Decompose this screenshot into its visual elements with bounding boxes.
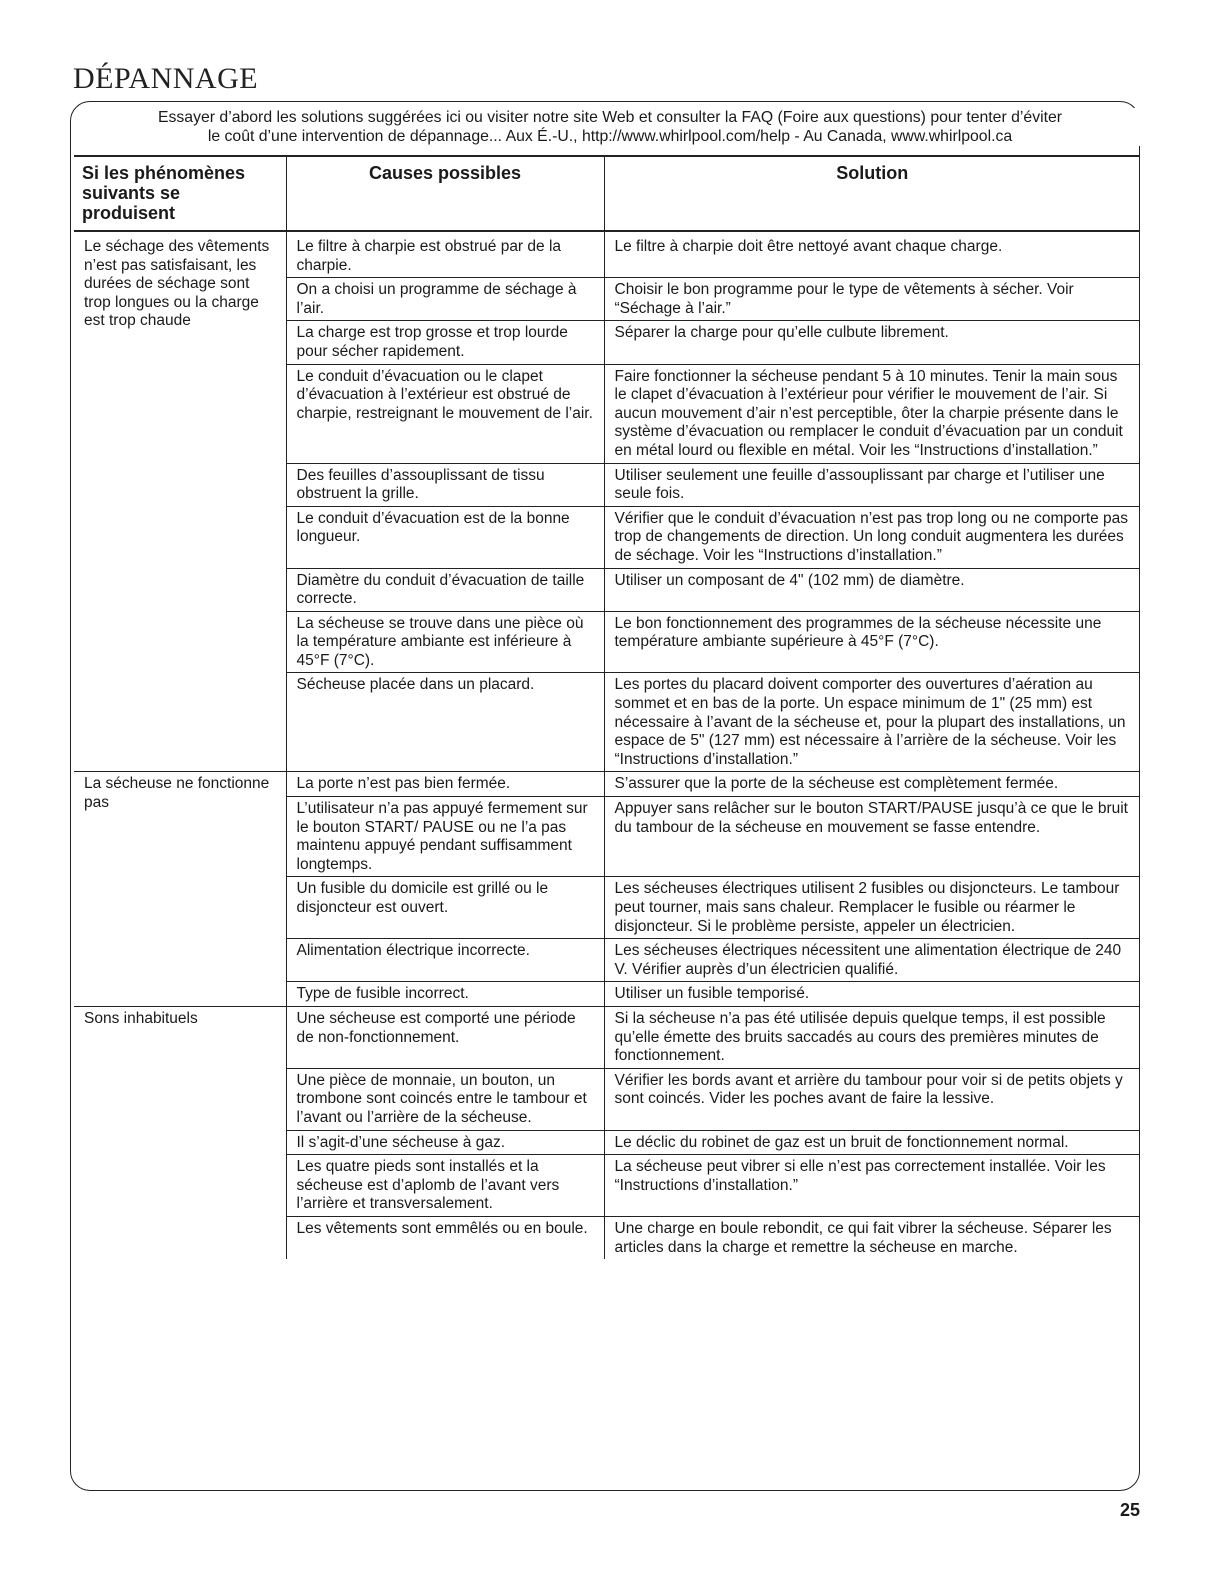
- table-row: [74, 772, 1140, 797]
- solution-cell: Vérifier les bords avant et arrière du tambour pour voir si de petits objets y sont coincés. Vider les poches avant de faire la lessive.: [604, 1068, 1140, 1130]
- symptom-cell: Sons inhabituels: [74, 1006, 286, 1259]
- cause-cell: L’utilisateur n’a pas appuyé fermement sur le bouton START/ PAUSE ou ne l’a pas maintenu appuyé pendant suffisamment longtemps.: [286, 797, 604, 877]
- cause-cell: La charge est trop grosse et trop lourde pour sécher rapidement.: [286, 321, 604, 364]
- solution-cell: Le bon fonctionnement des programmes de la sécheuse nécessite une température ambiante supérieure à 45°F (7°C).: [604, 611, 1140, 673]
- solution-cell: Le déclic du robinet de gaz est un bruit de fonctionnement normal.: [604, 1130, 1140, 1155]
- intro-line-1: Essayer d’abord les solutions suggérées ici ou visiter notre site Web et consulter la FAQ (Foire aux questions) pour tenter d’éviter: [157, 109, 1063, 126]
- symptom-cell: La sécheuse ne fonctionne pas: [74, 772, 286, 1007]
- table-row: [74, 231, 1140, 278]
- cause-cell: Le conduit d’évacuation est de la bonne longueur.: [286, 506, 604, 568]
- solution-cell: Les sécheuses électriques utilisent 2 fusibles ou disjoncteurs. Le tambour peut tourner, mais sans chaleur. Remplacer le fusible ou réarmer le disjoncteur. Si le problème persiste, appeler un électricien.: [604, 877, 1140, 939]
- cause-cell: La sécheuse se trouve dans une pièce où la température ambiante est inférieure à 45°F (7°C).: [286, 611, 604, 673]
- solution-cell: Utiliser un fusible temporisé.: [604, 982, 1140, 1007]
- solution-cell: Utiliser seulement une feuille d’assouplissant par charge et l’utiliser une seule fois.: [604, 463, 1140, 506]
- page-title: DÉPANNAGE: [73, 62, 259, 95]
- intro-text: [80, 108, 1140, 146]
- table-header-row: [74, 156, 1140, 231]
- solution-cell: Vérifier que le conduit d’évacuation n’est pas trop long ou ne comporte pas trop de changements de direction. Un long conduit augmentera les durées de séchage. Voir les “Instructions d’installation.”: [604, 506, 1140, 568]
- cause-cell: On a choisi un programme de séchage à l’air.: [286, 278, 604, 321]
- cause-cell: La porte n’est pas bien fermée.: [286, 772, 604, 797]
- solution-cell: Faire fonctionner la sécheuse pendant 5 à 10 minutes. Tenir la main sous le clapet d’évacuation à l’extérieur pour vérifier le mouvement de l’air. Si aucun mouvement d’air n’est perceptible, ôter la charpie présente dans le système d’évacuation ou remplacer le conduit d’évacuation par un conduit en métal lourd ou flexible en métal. Voir les “Instructions d’installation.”: [604, 364, 1140, 463]
- solution-cell: S’assurer que la porte de la sécheuse est complètement fermée.: [604, 772, 1140, 797]
- cause-cell: Une pièce de monnaie, un bouton, un trombone sont coincés entre le tambour et l’avant ou l’arrière de la sécheuse.: [286, 1068, 604, 1130]
- cause-cell: Une sécheuse est comporté une période de non-fonctionnement.: [286, 1006, 604, 1068]
- solution-cell: Séparer la charge pour qu’elle culbute librement.: [604, 321, 1140, 364]
- solution-cell: Les portes du placard doivent comporter des ouvertures d’aération au sommet et en bas de la porte. Un espace minimum de 1" (25 mm) est nécessaire à l’avant de la sécheuse et, pour la plupart des installations, un espace de 5" (127 mm) est nécessaire à l’arrière de la sécheuse. Voir les “Instructions d’installation.”: [604, 673, 1140, 772]
- solution-cell: Appuyer sans relâcher sur le bouton START/PAUSE jusqu’à ce que le bruit du tambour de la sécheuse en mouvement se fasse entendre.: [604, 797, 1140, 877]
- solution-cell: La sécheuse peut vibrer si elle n’est pas correctement installée. Voir les “Instructions d’installation.”: [604, 1155, 1140, 1217]
- cause-cell: Les vêtements sont emmêlés ou en boule.: [286, 1216, 604, 1259]
- header-cause: Causes possibles: [286, 156, 604, 231]
- solution-cell: Les sécheuses électriques nécessitent une alimentation électrique de 240 V. Vérifier auprès d’un électricien qualifié.: [604, 939, 1140, 982]
- solution-cell: Le filtre à charpie doit être nettoyé avant chaque charge.: [604, 231, 1140, 278]
- page-number: 25: [1119, 1500, 1140, 1520]
- cause-cell: Diamètre du conduit d’évacuation de taille correcte.: [286, 568, 604, 611]
- cause-cell: Des feuilles d’assouplissant de tissu obstruent la grille.: [286, 463, 604, 506]
- cause-cell: Le filtre à charpie est obstrué par de la charpie.: [286, 231, 604, 278]
- troubleshooting-table: [74, 155, 1140, 1259]
- solution-cell: Utiliser un composant de 4" (102 mm) de diamètre.: [604, 568, 1140, 611]
- solution-cell: Une charge en boule rebondit, ce qui fait vibrer la sécheuse. Séparer les articles dans la charge et remettre la sécheuse en marche.: [604, 1216, 1140, 1259]
- cause-cell: Les quatre pieds sont installés et la sécheuse est d’aplomb de l’avant vers l’arrière et transversalement.: [286, 1155, 604, 1217]
- table-body: [74, 231, 1140, 1259]
- cause-cell: Type de fusible incorrect.: [286, 982, 604, 1007]
- table-row: [74, 1006, 1140, 1068]
- header-symptom: Si les phénomènes suivants se produisent: [74, 156, 286, 231]
- cause-cell: Un fusible du domicile est grillé ou le disjoncteur est ouvert.: [286, 877, 604, 939]
- intro-line-2: le coût d’une intervention de dépannage... Aux É.-U., http://www.whirlpool.com/help - Au Canada, www.whirlpool.ca: [207, 128, 1013, 145]
- cause-cell: Alimentation électrique incorrecte.: [286, 939, 604, 982]
- solution-cell: Choisir le bon programme pour le type de vêtements à sécher. Voir “Séchage à l’air.”: [604, 278, 1140, 321]
- troubleshooting-table-wrapper: [74, 155, 1140, 1259]
- header-solution: Solution: [604, 156, 1140, 231]
- cause-cell: Il s’agit-d’une sécheuse à gaz.: [286, 1130, 604, 1155]
- cause-cell: Le conduit d’évacuation ou le clapet d’évacuation à l’extérieur est obstrué de charpie, restreignant le mouvement de l’air.: [286, 364, 604, 463]
- symptom-cell: Le séchage des vêtements n’est pas satisfaisant, les durées de séchage sont trop longues ou la charge est trop chaude: [74, 231, 286, 772]
- cause-cell: Sécheuse placée dans un placard.: [286, 673, 604, 772]
- solution-cell: Si la sécheuse n’a pas été utilisée depuis quelque temps, il est possible qu’elle émette des bruits saccadés au cours des premières minutes de fonctionnement.: [604, 1006, 1140, 1068]
